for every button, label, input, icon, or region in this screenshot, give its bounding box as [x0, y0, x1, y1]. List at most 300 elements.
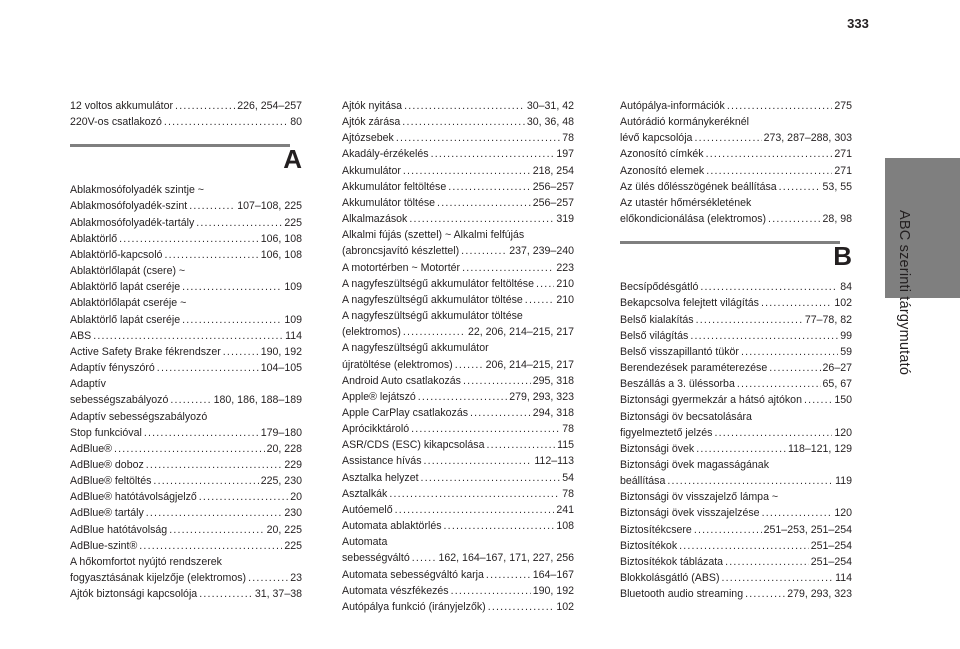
entry-term: 12 voltos akkumulátor — [70, 100, 174, 112]
entry-term: Bluetooth audio streaming — [620, 588, 744, 601]
index-entry-line: Automata — [342, 536, 388, 549]
entry-pages: 53, 55 — [822, 180, 852, 193]
entry-term: Autópálya-információk — [620, 100, 725, 112]
index-entry — [342, 243, 574, 259]
dot-leader — [169, 522, 264, 538]
index-entry — [342, 114, 574, 130]
entry-pages: 106, 108 — [260, 232, 302, 245]
index-entry — [342, 146, 574, 162]
dot-leader — [486, 567, 531, 583]
dot-leader — [223, 344, 259, 360]
entry-pages: 119 — [835, 475, 852, 488]
index-entry-line: Alkalmi fújás (szettel) ~ Alkalmi felfújás — [342, 229, 525, 242]
entry-pages: 190, 192 — [260, 345, 302, 358]
entry-term: Automata vészfékezés — [342, 584, 449, 597]
entry-term: Blokkolásgátló (ABS) — [620, 572, 720, 585]
dot-leader — [403, 163, 531, 179]
index-entry — [342, 98, 574, 114]
index-group-top — [70, 98, 302, 130]
index-entry — [620, 376, 852, 392]
entry-term: Biztonsági gyermekzár a hátsó ajtókon — [620, 394, 802, 407]
entry-term: Adaptív fényszóró — [70, 362, 155, 375]
entry-pages: 109 — [284, 281, 302, 294]
index-entry — [620, 211, 852, 227]
index-entry — [70, 360, 302, 376]
entry-term: Azonosító címkék — [620, 148, 704, 161]
dot-leader — [199, 586, 253, 602]
dot-leader — [93, 328, 283, 344]
dot-leader — [737, 376, 821, 392]
dot-leader — [725, 554, 809, 570]
entry-pages: 65, 67 — [822, 378, 852, 391]
entry-pages: 225 — [284, 539, 302, 552]
index-entry — [342, 453, 574, 469]
entry-pages: 30–31, 42 — [526, 100, 574, 112]
index-entry — [620, 279, 852, 295]
index-entry — [70, 198, 302, 214]
entry-term: Apple® lejátszó — [342, 390, 416, 403]
dot-leader — [694, 522, 762, 538]
dot-leader — [402, 114, 525, 130]
index-entry — [70, 98, 302, 114]
entry-term: Ablakmosófolyadék-szint — [70, 200, 188, 213]
index-entry — [70, 522, 302, 538]
entry-term: Android Auto csatlakozás — [342, 374, 461, 387]
section-header-b — [620, 227, 852, 279]
entry-term: Ablakmosófolyadék-tartály — [70, 216, 195, 229]
dot-leader — [119, 231, 259, 247]
dot-leader — [146, 457, 283, 473]
index-group-a-end — [620, 98, 852, 227]
index-entry — [620, 344, 852, 360]
index-entry-line: Biztonsági öv becsatolására — [620, 410, 752, 423]
entry-pages: 26–27 — [822, 362, 852, 375]
entry-term: Ablaktörlő lapát cseréje — [70, 281, 181, 294]
entry-pages: 108 — [556, 520, 574, 533]
entry-pages: 80 — [290, 116, 302, 129]
index-entry-line: A nagyfeszültségű akkumulátor — [342, 342, 489, 355]
page-number: 333 — [847, 16, 869, 31]
entry-pages: 164–167 — [532, 568, 574, 581]
dot-leader — [164, 247, 258, 263]
entry-term: Biztosítékok — [620, 539, 678, 552]
dot-leader — [153, 473, 258, 489]
entry-pages: 20, 225 — [266, 523, 302, 536]
entry-pages: 197 — [556, 148, 574, 161]
entry-term: ASR/CDS (ESC) kikapcsolása — [342, 439, 485, 452]
dot-leader — [144, 425, 259, 441]
index-entry — [342, 195, 574, 211]
entry-term: Apple CarPlay csatlakozás — [342, 406, 469, 419]
index-entry — [620, 538, 852, 554]
dot-leader — [679, 538, 809, 554]
dot-leader — [690, 328, 838, 344]
entry-term: Biztonsági övek visszajelzése — [620, 507, 760, 520]
entry-term: Akkumulátor feltöltése — [342, 180, 447, 193]
entry-term: AdBlue hatótávolság — [70, 523, 168, 536]
index-entry — [70, 344, 302, 360]
dot-leader — [421, 470, 561, 486]
dot-leader — [403, 324, 466, 340]
entry-pages: 115 — [557, 439, 574, 452]
dot-leader — [488, 599, 555, 615]
dot-leader — [189, 198, 235, 214]
entry-term: Ablaktörlő lapát cseréje — [70, 313, 181, 326]
entry-term: A nagyfeszültségű akkumulátor töltése — [342, 293, 523, 306]
dot-leader — [170, 392, 211, 408]
entry-pages: 78 — [562, 487, 574, 500]
index-entry — [620, 360, 852, 376]
entry-pages: 30, 36, 48 — [526, 116, 574, 129]
index-entry — [70, 215, 302, 231]
entry-term: Asztalka helyzet — [342, 471, 419, 484]
entry-term: Autópálya funkció (irányjelzők) — [342, 600, 486, 613]
index-entry — [342, 373, 574, 389]
index-entry — [70, 114, 302, 130]
index-column-1 — [70, 98, 302, 602]
entry-term: Az ülés dőlésszögének beállítása — [620, 180, 777, 193]
index-entry — [342, 276, 574, 292]
index-entry — [70, 392, 302, 408]
entry-term: ABS — [70, 329, 92, 342]
entry-pages: 223 — [556, 261, 574, 274]
entry-term: (abroncsjavító készlettel) — [342, 245, 460, 258]
dot-leader — [463, 373, 531, 389]
dot-leader — [762, 505, 833, 521]
index-entry — [70, 457, 302, 473]
dot-leader — [411, 421, 560, 437]
entry-pages: 118–121, 129 — [787, 442, 852, 455]
dot-leader — [525, 292, 555, 308]
index-entry — [70, 441, 302, 457]
entry-term: AdBlue-szint® — [70, 539, 138, 552]
dot-leader — [404, 98, 525, 114]
entry-term: Biztosítékok táblázata — [620, 555, 724, 568]
index-entry — [342, 211, 574, 227]
dot-leader — [779, 179, 821, 195]
index-group-a-continued — [342, 98, 574, 615]
entry-term: fogyasztásának kijelzője (elektromos) — [70, 572, 247, 585]
index-entry — [70, 231, 302, 247]
dot-leader — [722, 570, 834, 586]
dot-leader — [248, 570, 288, 586]
index-entry-line: Ablaktörlőlapát (csere) ~ — [70, 265, 186, 278]
index-entry — [342, 292, 574, 308]
dot-leader — [700, 279, 838, 295]
index-entry-line: Ablaktörlőlapát cseréje ~ — [70, 297, 187, 310]
entry-pages: 31, 37–38 — [254, 588, 302, 601]
dot-leader — [696, 312, 803, 328]
index-entry-line: A hőkomfortot nyújtó rendszerek — [70, 555, 222, 568]
dot-leader — [769, 360, 820, 376]
index-entry — [620, 554, 852, 570]
index-entry — [620, 441, 852, 457]
dot-leader — [199, 489, 288, 505]
entry-pages: 210 — [556, 293, 574, 306]
dot-leader — [727, 98, 833, 114]
dot-leader — [768, 211, 820, 227]
section-letter: A — [283, 144, 302, 175]
index-entry — [70, 473, 302, 489]
entry-pages: 295, 318 — [532, 374, 574, 387]
entry-term: Automata ablaktörlés — [342, 520, 442, 533]
entry-term: AdBlue® — [70, 442, 112, 455]
entry-pages: 229 — [284, 458, 302, 471]
index-entry — [620, 505, 852, 521]
entry-pages: 120 — [834, 507, 852, 520]
dot-leader — [706, 146, 833, 162]
entry-pages: 99 — [840, 329, 852, 342]
index-entry-line: Biztonsági övek magasságának — [620, 458, 769, 471]
entry-pages: 251–254 — [810, 555, 852, 568]
section-header-a — [70, 130, 302, 182]
dot-leader — [146, 505, 283, 521]
index-entry — [620, 425, 852, 441]
entry-pages: 225 — [284, 216, 302, 229]
entry-pages: 206, 214–215, 217 — [485, 358, 574, 371]
entry-pages: 78 — [562, 132, 574, 145]
index-entry-line: Adaptív — [70, 378, 106, 391]
entry-term: Akkumulátor töltése — [342, 196, 436, 209]
dot-leader — [461, 243, 507, 259]
entry-pages: 104–105 — [260, 362, 302, 375]
index-entry — [342, 470, 574, 486]
entry-pages: 78 — [562, 423, 574, 436]
index-entry-line: Autórádió kormánykeréknél — [620, 116, 749, 129]
dot-leader — [694, 130, 761, 146]
dot-leader — [741, 344, 838, 360]
entry-term: beállítása — [620, 475, 666, 488]
entry-pages: 59 — [840, 345, 852, 358]
entry-term: Stop funkcióval — [70, 426, 142, 439]
entry-term: előkondicionálása (elektromos) — [620, 213, 767, 226]
entry-pages: 180, 186, 188–189 — [213, 394, 302, 407]
entry-pages: 84 — [840, 281, 852, 294]
entry-term: Belső világítás — [620, 329, 689, 342]
entry-pages: 279, 293, 323 — [509, 390, 574, 403]
entry-pages: 112–113 — [534, 455, 574, 468]
entry-term: Assistance hívás — [342, 455, 422, 468]
entry-pages: 77–78, 82 — [804, 313, 852, 326]
entry-pages: 114 — [835, 572, 852, 585]
entry-pages: 150 — [834, 394, 852, 407]
entry-pages: 241 — [556, 503, 574, 516]
entry-pages: 210 — [556, 277, 574, 290]
entry-pages: 230 — [284, 507, 302, 520]
entry-term: sebességváltó — [342, 552, 410, 565]
entry-pages: 102 — [834, 297, 852, 310]
index-entry — [342, 163, 574, 179]
dot-leader — [114, 441, 265, 457]
entry-term: Aprócikktároló — [342, 423, 410, 436]
dot-leader — [696, 441, 786, 457]
index-entry — [342, 583, 574, 599]
entry-term: Belső kialakítás — [620, 313, 694, 326]
dot-leader — [667, 473, 833, 489]
entry-pages: 271 — [834, 164, 852, 177]
dot-leader — [157, 360, 259, 376]
entry-term: Akkumulátor — [342, 164, 401, 177]
entry-term: AdBlue® feltöltés — [70, 475, 152, 488]
dot-leader — [455, 357, 484, 373]
entry-pages: 251–254 — [810, 539, 852, 552]
entry-term: újratöltése (elektromos) — [342, 358, 453, 371]
index-group-a — [70, 182, 302, 602]
index-entry — [342, 405, 574, 421]
index-entry — [620, 295, 852, 311]
entry-pages: 28, 98 — [822, 213, 852, 226]
index-group-b — [620, 279, 852, 602]
entry-pages: 256–257 — [532, 196, 574, 209]
dot-leader — [714, 425, 832, 441]
entry-term: (elektromos) — [342, 326, 401, 339]
index-entry — [70, 328, 302, 344]
entry-term: Bekapcsolva felejtett világítás — [620, 297, 759, 310]
index-entry-line: Az utastér hőmérsékletének — [620, 196, 752, 209]
index-entry — [342, 550, 574, 566]
index-entry — [342, 518, 574, 534]
entry-pages: 23 — [290, 572, 302, 585]
entry-pages: 107–108, 225 — [237, 200, 302, 213]
index-entry-line: Biztonsági öv visszajelző lámpa ~ — [620, 491, 779, 504]
index-entry — [620, 392, 852, 408]
index-entry — [620, 163, 852, 179]
dot-leader — [470, 405, 531, 421]
entry-term: Alkalmazások — [342, 213, 408, 226]
index-entry — [70, 586, 302, 602]
entry-term: Automata sebességváltó karja — [342, 568, 484, 581]
entry-pages: 294, 318 — [532, 406, 574, 419]
entry-pages: 271 — [834, 148, 852, 161]
entry-term: Azonosító elemek — [620, 164, 705, 177]
entry-pages: 54 — [562, 471, 574, 484]
entry-term: A nagyfeszültségű akkumulátor feltöltése — [342, 277, 534, 290]
section-rule — [70, 144, 290, 147]
entry-pages: 256–257 — [532, 180, 574, 193]
entry-term: AdBlue® tartály — [70, 507, 144, 520]
entry-pages: 237, 239–240 — [509, 245, 574, 258]
index-entry — [620, 130, 852, 146]
index-entry-line: A nagyfeszültségű akkumulátor töltése — [342, 310, 523, 323]
dot-leader — [437, 195, 531, 211]
entry-term: Ajtók biztonsági kapcsolója — [70, 588, 198, 601]
entry-pages: 120 — [834, 426, 852, 439]
entry-pages: 20, 228 — [266, 442, 302, 455]
dot-leader — [182, 279, 282, 295]
entry-term: Autóemelő — [342, 503, 393, 516]
dot-leader — [451, 583, 531, 599]
entry-pages: 106, 108 — [260, 248, 302, 261]
entry-term: Ablaktörlő-kapcsoló — [70, 248, 163, 261]
dot-leader — [395, 502, 555, 518]
index-entry — [342, 389, 574, 405]
entry-term: sebességszabályozó — [70, 394, 169, 407]
dot-leader — [182, 312, 282, 328]
entry-pages: 179–180 — [260, 426, 302, 439]
index-entry — [342, 260, 574, 276]
entry-term: Active Safety Brake fékrendszer — [70, 345, 221, 358]
index-entry — [70, 570, 302, 586]
dot-leader — [431, 146, 555, 162]
index-entry-line: Ablakmosófolyadék szintje ~ — [70, 184, 204, 197]
entry-term: Biztosítékcsere — [620, 523, 692, 536]
entry-pages: 22, 206, 214–215, 217 — [467, 326, 574, 339]
dot-leader — [412, 550, 437, 566]
entry-pages: 275 — [834, 100, 852, 112]
entry-pages: 114 — [285, 329, 302, 342]
dot-leader — [444, 518, 555, 534]
index-entry — [342, 502, 574, 518]
dot-leader — [418, 389, 507, 405]
entry-pages: 20 — [290, 491, 302, 504]
entry-term: Berendezések paraméterezése — [620, 362, 768, 375]
index-entry — [70, 312, 302, 328]
index-entry — [342, 421, 574, 437]
index-entry — [342, 599, 574, 615]
index-entry — [620, 522, 852, 538]
index-entry — [342, 324, 574, 340]
entry-term: 220V-os csatlakozó — [70, 116, 162, 129]
index-entry — [70, 489, 302, 505]
index-entry — [70, 538, 302, 554]
entry-pages: 251–253, 251–254 — [763, 523, 852, 536]
entry-pages: 162, 164–167, 171, 227, 256 — [438, 552, 574, 565]
dot-leader — [462, 260, 554, 276]
index-entry — [70, 425, 302, 441]
entry-term: Ablaktörlő — [70, 232, 118, 245]
section-letter: B — [833, 241, 852, 272]
entry-term: Belső visszapillantó tükör — [620, 345, 739, 358]
dot-leader — [486, 437, 555, 453]
index-entry — [342, 567, 574, 583]
entry-pages: 279, 293, 323 — [787, 588, 852, 601]
entry-term: Asztalkák — [342, 487, 388, 500]
index-entry — [620, 179, 852, 195]
entry-term: Ajtózsebek — [342, 132, 394, 145]
index-entry — [70, 247, 302, 263]
index-entry — [342, 357, 574, 373]
index-entry — [70, 505, 302, 521]
entry-pages: 226, 254–257 — [237, 100, 302, 112]
dot-leader — [745, 586, 785, 602]
dot-leader — [804, 392, 832, 408]
entry-term: AdBlue® hatótávolságjelző — [70, 491, 197, 504]
entry-pages: 102 — [556, 600, 574, 613]
entry-pages: 319 — [556, 213, 574, 226]
entry-term: lévő kapcsolója — [620, 132, 693, 145]
dot-leader — [536, 276, 554, 292]
dot-leader — [396, 130, 560, 146]
dot-leader — [424, 453, 533, 469]
entry-pages: 109 — [284, 313, 302, 326]
index-entry — [620, 473, 852, 489]
section-rule — [620, 241, 840, 244]
entry-term: Ajtók nyitása — [342, 100, 403, 112]
index-column-3 — [620, 98, 852, 602]
dot-leader — [164, 114, 288, 130]
dot-leader — [761, 295, 832, 311]
dot-leader — [175, 98, 235, 114]
index-column-2 — [342, 98, 574, 615]
dot-leader — [389, 486, 560, 502]
entry-term: Ajtók zárása — [342, 116, 401, 129]
entry-pages: 190, 192 — [532, 584, 574, 597]
index-entry — [620, 146, 852, 162]
index-entry-line: Adaptív sebességszabályozó — [70, 410, 208, 423]
index-entry — [342, 437, 574, 453]
entry-pages: 218, 254 — [532, 164, 574, 177]
index-entry — [620, 328, 852, 344]
